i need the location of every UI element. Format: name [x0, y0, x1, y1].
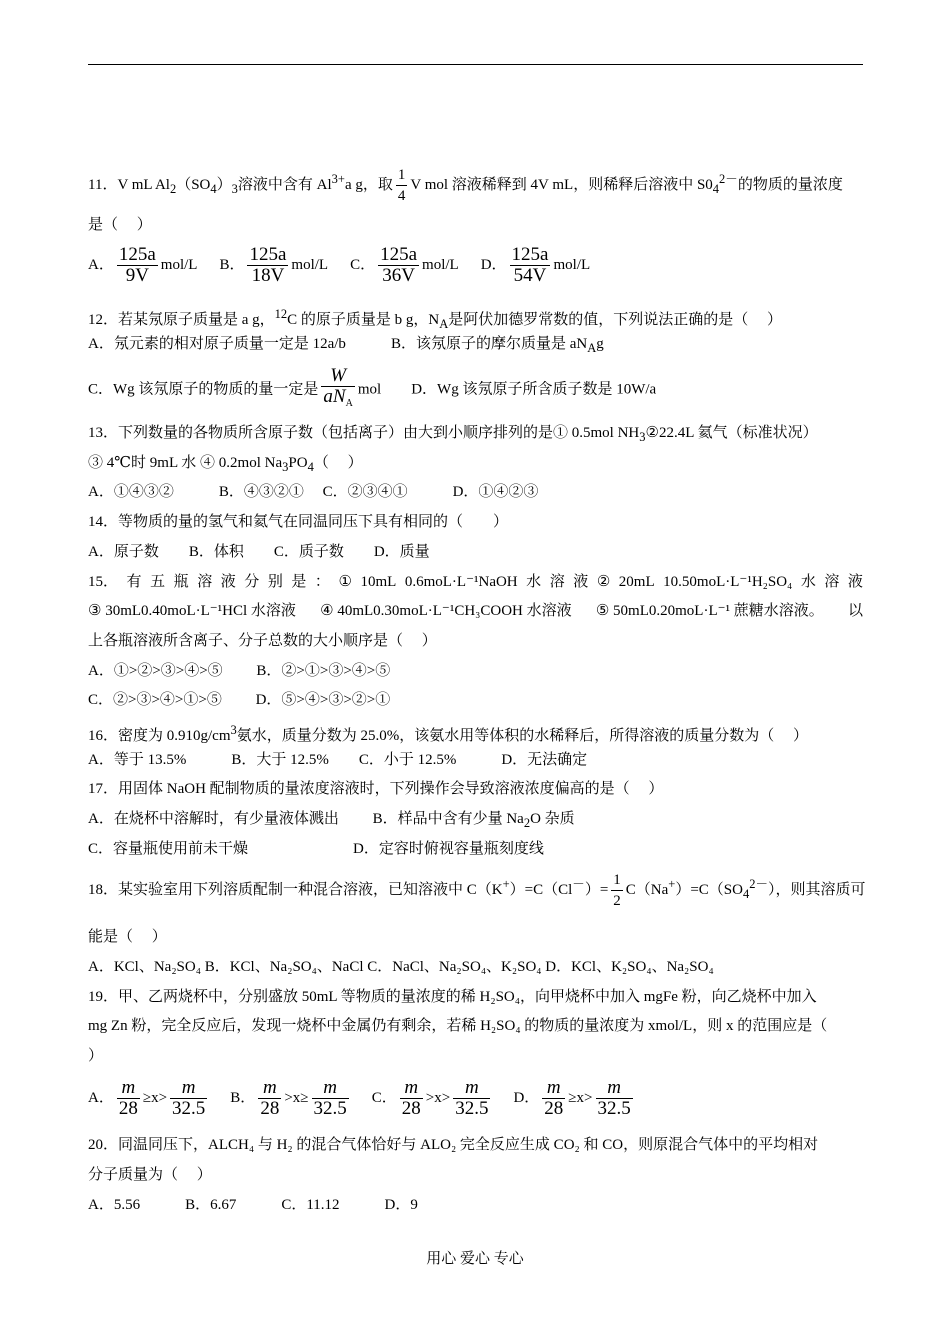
option-letter: A．: [88, 256, 114, 273]
option-a: [88, 1077, 210, 1119]
option-c: [350, 244, 459, 286]
fraction-denominator: 32.5: [455, 1098, 489, 1119]
q15-token: 水: [526, 574, 542, 590]
question-12-options-ab: A．氖元素的相对原子质量一定是 12a/b B．该氖原子的摩尔质量是 $aN_Ag$: [88, 336, 604, 355]
fraction-denominator: 28: [260, 1098, 280, 1119]
q15-token: 溶: [197, 574, 213, 590]
fraction-numerator: m: [453, 1078, 490, 1099]
fraction: [312, 1078, 349, 1119]
question-15-options-cd: C．②>③>④>①>⑤ D．⑤>④>③>②>①: [88, 692, 391, 708]
fraction: [117, 1078, 140, 1119]
q15-token: 溶: [549, 574, 565, 590]
q15-token: 20mL: [618, 574, 655, 590]
q15-token: 15．: [88, 574, 119, 590]
question-11-stem: 11．V mL $Al_2(SO_4)_3$溶液中含有 $Al^{3+}a$ g，取 $\frac{1}{4}$ V mol 溶液稀释到 4V mL，则稀释后溶液中 $S0_4^{2-}$的物质的量浓度: [88, 167, 843, 204]
question-19-line-2: mg Zn 粉，完全反应后，发现一烧杯中金属仍有剩余，若稀 H₂SO₄ 的物质的量浓度为 xmol/L，则 x 的范围应是（: [88, 1018, 828, 1034]
option-a: [88, 244, 198, 286]
fraction: [170, 1078, 207, 1119]
fraction: [596, 1078, 633, 1119]
q15-token: ⑤ 50mL0.20moL·L⁻¹ 蔗糖水溶液。: [595, 603, 824, 619]
q15-token: 溶: [824, 574, 840, 590]
question-15-line-1: [88, 572, 863, 592]
fraction: [400, 1078, 423, 1119]
q15-token: 液: [573, 574, 589, 590]
question-13-options: A．①④③② B．④③②① C．②③④① D．①④②③: [88, 484, 539, 500]
question-14-stem: 14．等物质的量的氢气和氦气在同温同压下具有相同的（ ）: [88, 514, 509, 530]
question-17-options-ab: A．在烧杯中溶解时，有少量液体溅出 B．样品中含有少量 $Na_2O$ 杂质: [88, 811, 575, 830]
fraction-numerator: 125a: [118, 244, 156, 265]
unit: mol/L: [422, 256, 459, 273]
question-14-options: A．原子数 B．体积 C．质子数 D．质量: [88, 544, 430, 560]
header-rule: [88, 64, 863, 65]
fraction-numerator: m: [258, 1078, 281, 1099]
fraction: [247, 245, 288, 286]
option-letter: B．: [230, 1089, 256, 1106]
q15-token: 液: [220, 574, 236, 590]
q15-token: 0.6moL·L⁻¹NaOH: [404, 574, 518, 590]
fraction-denominator: 32.5: [313, 1098, 347, 1119]
option-c: [371, 1077, 494, 1119]
question-18-cont: 能是（ ）: [88, 929, 167, 945]
option-letter: D．: [513, 1089, 540, 1106]
fraction-denominator: 18V: [251, 265, 285, 286]
question-13-stem-2: ③ 4℃时 9mL 水 ④ 0.2mol $Na_3PO_4$（ ）: [88, 455, 363, 474]
question-20-options: A．5.56 B．6.67 C．11.12 D．9: [88, 1197, 418, 1213]
fraction-denominator: 28: [544, 1098, 564, 1119]
fraction: [258, 1078, 281, 1119]
fraction-numerator: m: [170, 1078, 207, 1099]
q15-token: 10mL: [360, 574, 397, 590]
fraction: $\frac{1}{2}$: [613, 872, 621, 909]
fraction: [453, 1078, 490, 1119]
q15-token: 别: [267, 574, 283, 590]
fraction-denominator: 32.5: [597, 1098, 631, 1119]
option-b: [219, 244, 329, 286]
fraction-numerator: m: [542, 1078, 565, 1099]
fraction: [510, 245, 551, 286]
option-d: [513, 1077, 635, 1119]
fraction-numerator: 125a: [249, 244, 287, 265]
q15-token: ④ 40mL0.30moL·L⁻¹CH₃COOH 水溶液: [320, 603, 572, 619]
question-11-cont: 是（ ）: [88, 217, 152, 233]
q15-token: 是: [291, 574, 307, 590]
question-15-line-2: [88, 601, 863, 621]
fraction-denominator: 36V: [382, 265, 415, 286]
fraction-numerator: m: [117, 1078, 140, 1099]
fraction-denominator: 32.5: [172, 1098, 206, 1119]
fraction-numerator: m: [312, 1078, 349, 1099]
relation: ≥x>: [142, 1089, 168, 1106]
question-15-options-ab: A．①>②>③>④>⑤ B．②>①>③>④>⑤: [88, 663, 391, 679]
question-19-options: [88, 1078, 656, 1119]
option-b: [230, 1077, 351, 1119]
fraction: [378, 245, 419, 286]
fraction-denominator: 28: [118, 1098, 138, 1119]
relation: >x>: [425, 1089, 451, 1106]
q15-token: 分: [244, 574, 260, 590]
option-letter: C．: [350, 256, 376, 273]
question-19-line-1: 19．甲、乙两烧杯中，分别盛放 50mL 等物质的量浓度的稀 H₂SO₄，向甲烧杯中加入 mgFe 粉，向乙烧杯中加入: [88, 989, 817, 1005]
question-20-line-1: 20．同温同压下，ALCH₄ 与 H₂ 的混合气体恰好与 ALO₂ 完全反应生成 CO₂ 和 CO，则原混合气体中的平均相对: [88, 1137, 819, 1153]
question-13-stem: 13．下列数量的各物质所含原子数（包括离子）由大到小顺序排列的是① 0.5mol $NH_3②22.4L$ 氦气（标准状况）: [88, 425, 818, 444]
q15-token: 五: [150, 574, 166, 590]
question-16-stem: 16．密度为 $0.910g/cm^3$氨水，质量分数为 25.0%，该氨水用等体积的水稀释后，所得溶液的质量分数为（ ）: [88, 723, 808, 744]
q15-token: ①: [338, 574, 352, 590]
q15-token: ：: [314, 574, 330, 590]
unit: mol/L: [291, 256, 329, 273]
q15-token: ③ 30mL0.40moL·L⁻¹HCl 水溶液: [88, 603, 296, 619]
unit: mol/L: [160, 256, 198, 273]
fraction-numerator: m: [400, 1078, 423, 1099]
question-15-line-3: 上各瓶溶液所含离子、分子总数的大小顺序是（ ）: [88, 633, 437, 649]
option-d: [480, 244, 591, 286]
question-17-options-cd: C．容量瓶使用前未干燥 D．定容时俯视容量瓶刻度线: [88, 841, 544, 857]
q15-token: 以: [847, 603, 863, 619]
fraction-numerator: 125a: [511, 244, 549, 265]
option-letter: A．: [88, 1089, 114, 1106]
q15-token: 水: [800, 574, 816, 590]
q15-token: 瓶: [173, 574, 189, 590]
fraction: [117, 245, 158, 286]
fraction-denominator: 9V: [125, 265, 149, 286]
question-19-line-3: ）: [88, 1048, 104, 1064]
q15-token: ②: [596, 574, 611, 590]
fraction-denominator: 54V: [513, 265, 547, 286]
question-16-options: A．等于 13.5% B．大于 12.5% C．小于 12.5% D．无法确定: [88, 752, 588, 768]
fraction: [542, 1078, 565, 1119]
question-11-options: [88, 245, 612, 286]
fraction-numerator: m: [596, 1078, 633, 1099]
page-footer: 用心 爱心 专心: [426, 1251, 524, 1267]
fraction-denominator: 28: [401, 1098, 421, 1119]
question-18-stem: 18．某实验室用下列溶质配制一种混合溶液，已知溶液中 C（K+）=C（Cl－）= $\frac{1}{2}$ $C(Na^+)=C(SO_4^{2-})$，则其溶质可: [88, 872, 866, 909]
option-letter: D．: [480, 256, 507, 273]
question-12-stem: 12．若某氖原子质量是 a g，$^{12}$C 的原子质量是 b g，$N_A$是阿伏加德罗常数的值，下列说法正确的是（ ）: [88, 307, 783, 331]
question-17-stem: 17．用固体 NaOH 配制物质的量浓度溶液时，下列操作会导致溶液浓度偏高的是（ ）: [88, 781, 664, 797]
fraction: $\frac{1}{4}$: [397, 167, 406, 204]
unit: mol/L: [553, 256, 591, 273]
relation: ≥x>: [568, 1089, 593, 1106]
option-letter: C．: [371, 1089, 397, 1106]
fraction: $\frac{W}{aN_A}$: [323, 365, 353, 409]
question-12-options-cd: C．Wg 该氖原子的物质的量一定是 $\frac{W}{aN_A}$ mol D．Wg 该氖原子所含质子数是 10W/a: [88, 366, 656, 414]
q15-token: 10.50moL·L⁻¹H₂SO₄: [663, 574, 793, 590]
question-20-line-2: 分子质量为（ ）: [88, 1167, 212, 1183]
fraction-numerator: 125a: [380, 244, 418, 265]
question-18-options: A．KCl、Na₂SO₄ B．KCl、Na₂SO₄、NaCl C．NaCl、Na₂SO₄、K₂SO₄ D．KCl、K₂SO₄、Na₂SO₄: [88, 959, 714, 975]
q15-token: 液: [847, 574, 863, 590]
q15-token: 有: [126, 574, 142, 590]
relation: >x≥: [284, 1089, 309, 1106]
option-letter: B．: [219, 256, 245, 273]
